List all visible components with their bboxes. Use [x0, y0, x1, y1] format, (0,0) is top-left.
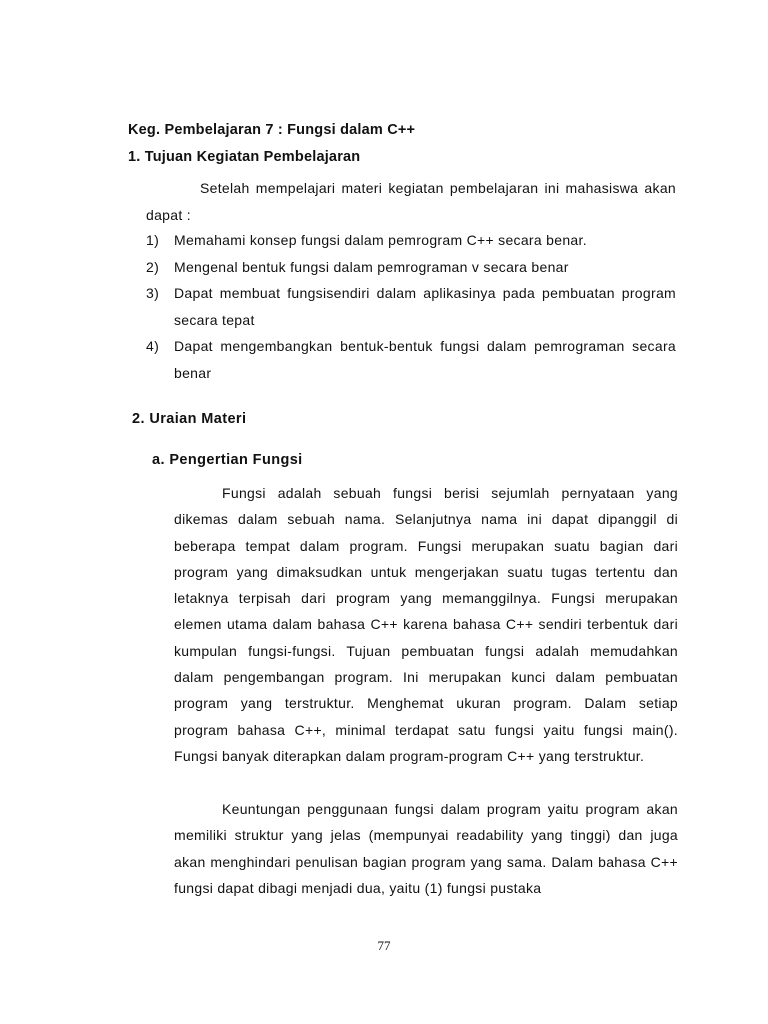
intro-paragraph: Setelah mempelajari materi kegiatan pembelajaran ini mahasiswa akan dapat : — [146, 180, 676, 223]
objective-item — [146, 227, 676, 254]
page-number: 77 — [377, 938, 391, 953]
objective-item — [146, 333, 676, 386]
objective-text: Dapat mengembangkan bentuk-bentuk fungsi dalam pemrograman secara benar — [174, 338, 676, 381]
objective-number: 3) — [146, 285, 160, 301]
subsection-heading-definition: a. Pengertian Fungsi — [152, 452, 303, 468]
objective-text: Dapat membuat fungsisendiri dalam aplikasinya pada pembuatan program secara tepat — [174, 285, 676, 328]
objective-number: 2) — [146, 258, 160, 275]
section-heading-material: 2. Uraian Materi — [132, 411, 247, 427]
definition-paragraph: Fungsi adalah sebuah fungsi berisi sejumlah pernyataan yang dikemas dalam sebuah nama. Selanjutnya nama ini dapat dipanggil di beberapa tempat dalam program. Fungsi merupakan suatu bagian dari program yang dimaksudkan untuk mengerjakan suatu tugas tertentu dan letaknya terpisah dari program yang memanggilnya. Fungsi merupakan elemen utama dalam bahasa C++ karena bahasa C++ sendiri terbentuk dari kumpulan fungsi-fungsi. Tujuan pembuatan fungsi adalah memudahkan dalam pengembangan program. Ini merupakan kunci dalam pembuatan program yang terstruktur. Menghemat ukuran program. Dalam setiap program bahasa C++, minimal terdapat satu fungsi yaitu fungsi main(). Fungsi banyak diterapkan dalam program-program C++ yang terstruktur. — [174, 485, 678, 764]
objectives-list — [146, 227, 676, 386]
objective-number: 1) — [146, 232, 160, 248]
objective-item — [146, 280, 676, 333]
objective-item — [146, 254, 676, 281]
section-heading-objectives: 1. Tujuan Kegiatan Pembelajaran — [128, 149, 361, 165]
benefits-paragraph: Keuntungan penggunaan fungsi dalam program yaitu program akan memiliki struktur yang jelas (mempunyai readability yang tinggi) dan juga akan menghindari penulisan bagian program yang sama. Dalam bahasa C++ fungsi dapat dibagi menjadi dua, yaitu (1) fungsi pustaka — [174, 801, 678, 896]
objective-text: Mengenal bentuk fungsi dalam pemrograman v secara benar — [174, 258, 569, 275]
objective-number: 4) — [146, 338, 160, 354]
lesson-title: Keg. Pembelajaran 7 : Fungsi dalam C++ — [128, 122, 416, 138]
objective-text: Memahami konsep fungsi dalam pemrogram C++ secara benar. — [174, 232, 587, 248]
